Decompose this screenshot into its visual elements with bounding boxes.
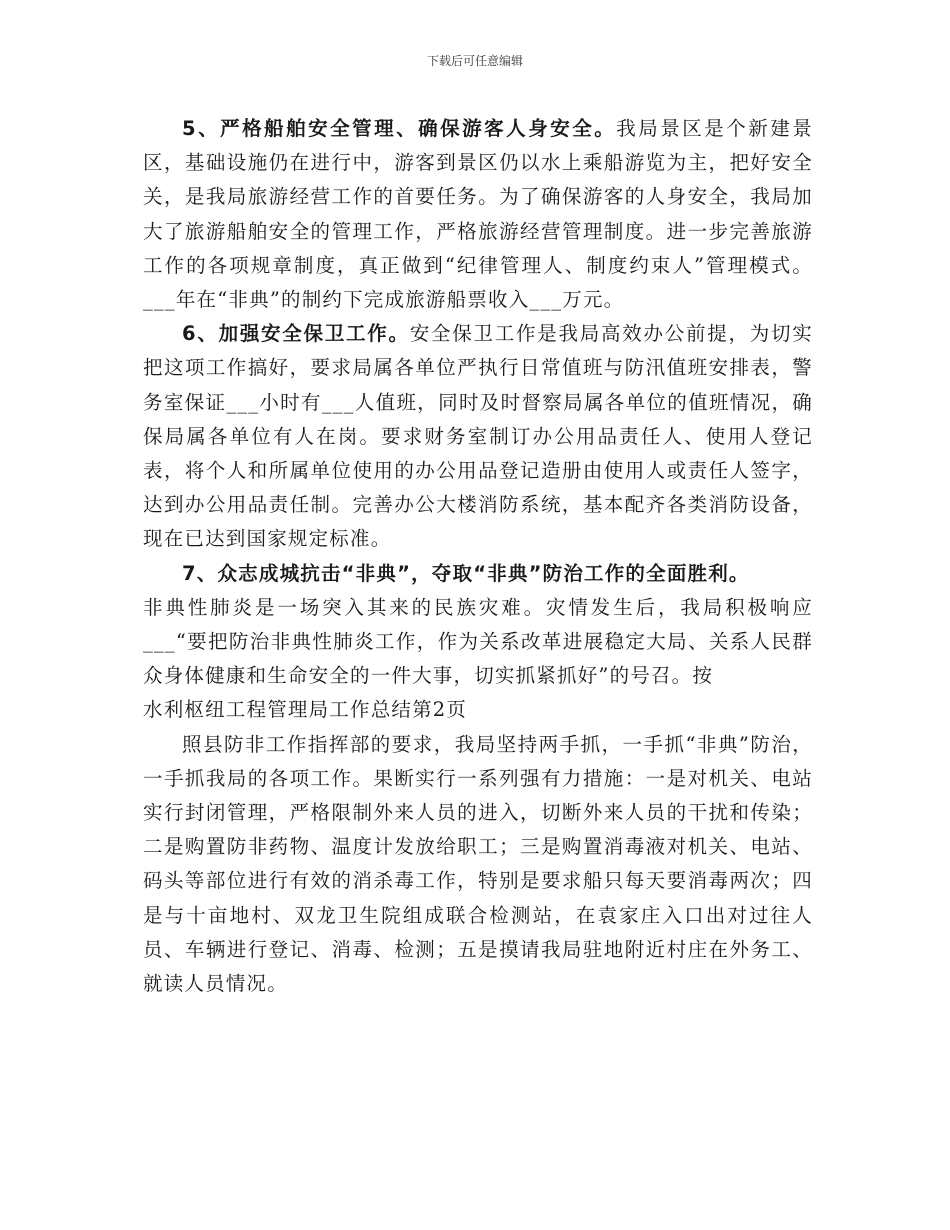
paragraph-5 (143, 112, 813, 317)
page-header: 下载后可任意编辑 (426, 54, 523, 68)
paragraph-8 (143, 728, 813, 1002)
paragraph-6-heading: 6、加强安全保卫工作。 (182, 322, 410, 346)
document-body (143, 112, 813, 1001)
paragraph-6 (143, 317, 813, 556)
paragraph-7-text: 非典性肺炎是一场突入其来的民族灾难。灾情发生后，我局积极响应___“要把防治非典性肺炎工作，作为关系改革进展稳定大局、关系人民群众身体健康和生命安全的一件大事，切实抓紧抓好”的号召。按 (143, 595, 813, 688)
paragraph-7 (143, 557, 813, 694)
paragraph-7-heading: 7、众志成城抗击“非典”，夺取“非典”防治工作的全面胜利。 (182, 561, 750, 585)
paragraph-5-heading: 5、严格船舶安全管理、确保游客人身安全。 (182, 117, 617, 140)
paragraph-6-text: 安全保卫工作是我局高效办公前提，为切实把这项工作搞好，要求局属各单位严执行日常值班与防汛值班安排表，警务室保证___小时有___人值班，同时及时督察局属各单位的值班情况，确保局属各单位有人在岗。要求财务室制订办公用品责任人、使用人登记表，将个人和所属单位使用的办公用品登记造册由使用人或责任人签字，达到办公用品责任制。完善办公大楼消防系统，基本配齐各类消防设备，现在已达到国家规定标准。 (143, 322, 813, 551)
paragraph-5-text: 我局景区是个新建景区，基础设施仍在进行中，游客到景区仍以水上乘船游览为主，把好安全关，是我局旅游经营工作的首要任务。为了确保游客的人身安全，我局加大了旅游船舶安全的管理工作，严格旅游经营管理制度。进一步完善旅游工作的各项规章制度，真正做到“纪律管理人、制度约束人”管理模式。___年在“非典”的制约下完成旅游船票收入___万元。 (143, 117, 813, 312)
page-marker: 水利枢纽工程管理局工作总结第2页 (143, 698, 468, 722)
paragraph-8-text: 照县防非工作指挥部的要求，我局坚持两手抓，一手抓“非典”防治，一手抓我局的各项工作。果断实行一系列强有力措施：一是对机关、电站实行封闭管理，严格限制外来人员的进入，切断外来人员的干扰和传染；二是购置防非药物、温度计发放给职工；三是购置消毒液对机关、电站、码头等部位进行有效的消杀毒工作，特别是要求船只每天要消毒两次；四是与十亩地村、双龙卫生院组成联合检测站，在袁家庄入口出对过往人员、车辆进行登记、消毒、检测；五是摸请我局驻地附近村庄在外务工、就读人员情况。 (143, 732, 813, 996)
